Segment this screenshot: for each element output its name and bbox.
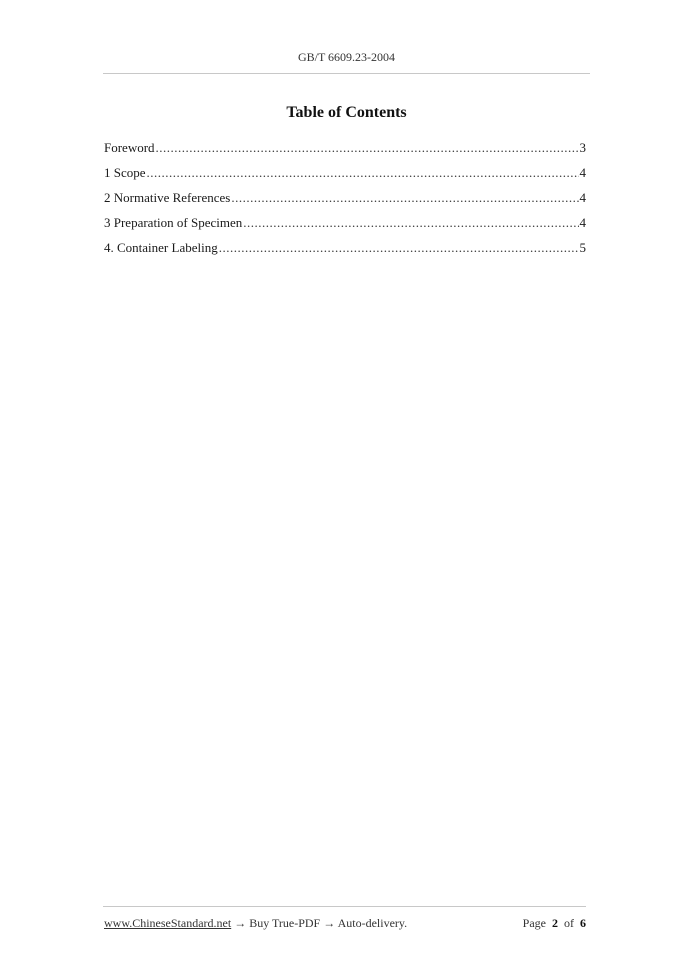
toc-entry-container-labeling[interactable] [104, 240, 586, 265]
header-divider [103, 73, 590, 74]
toc-entry-page: 5 [579, 240, 586, 255]
current-page-number: 2 [552, 916, 558, 930]
toc-entry-page: 4 [579, 190, 586, 205]
toc-entry-label: 4. Container Labeling [104, 240, 218, 255]
arrow-right-icon: → [234, 916, 247, 930]
toc-title: Table of Contents [286, 104, 407, 121]
buy-true-pdf-text: Buy True-PDF [249, 916, 321, 930]
of-word: of [564, 916, 574, 930]
toc-list [104, 140, 586, 265]
toc-entry-page: 4 [579, 165, 586, 180]
toc-dot-leader [147, 165, 579, 181]
site-link[interactable]: www.ChineseStandard.net [104, 916, 232, 930]
standard-code: GB/T 6609.23-2004 [297, 50, 396, 64]
toc-dot-leader [156, 140, 579, 156]
toc-dot-leader [219, 240, 579, 256]
toc-dot-leader [243, 215, 578, 231]
arrow-right-icon: → [323, 916, 336, 930]
toc-entry-label: 3 Preparation of Specimen [104, 215, 243, 230]
total-pages-number: 6 [580, 916, 586, 930]
footer-promo [104, 916, 407, 931]
toc-entry-preparation-of-specimen[interactable] [104, 215, 586, 240]
page-word: Page [522, 916, 546, 930]
toc-entry-label: Foreword [104, 140, 155, 155]
toc-entry-label: 2 Normative References [104, 190, 231, 205]
toc-entry-label: 1 Scope [104, 165, 146, 180]
page-header [0, 50, 693, 65]
toc-entry-normative-references[interactable] [104, 190, 586, 215]
toc-entry-page: 4 [579, 215, 586, 230]
footer-divider [103, 906, 586, 907]
toc-entry-scope[interactable] [104, 165, 586, 190]
page-footer [104, 916, 586, 931]
toc-entry-foreword[interactable] [104, 140, 586, 165]
auto-delivery-text: Auto-delivery. [337, 916, 408, 930]
toc-dot-leader [231, 190, 578, 206]
page-indicator [523, 916, 586, 931]
toc-entry-page: 3 [579, 140, 586, 155]
